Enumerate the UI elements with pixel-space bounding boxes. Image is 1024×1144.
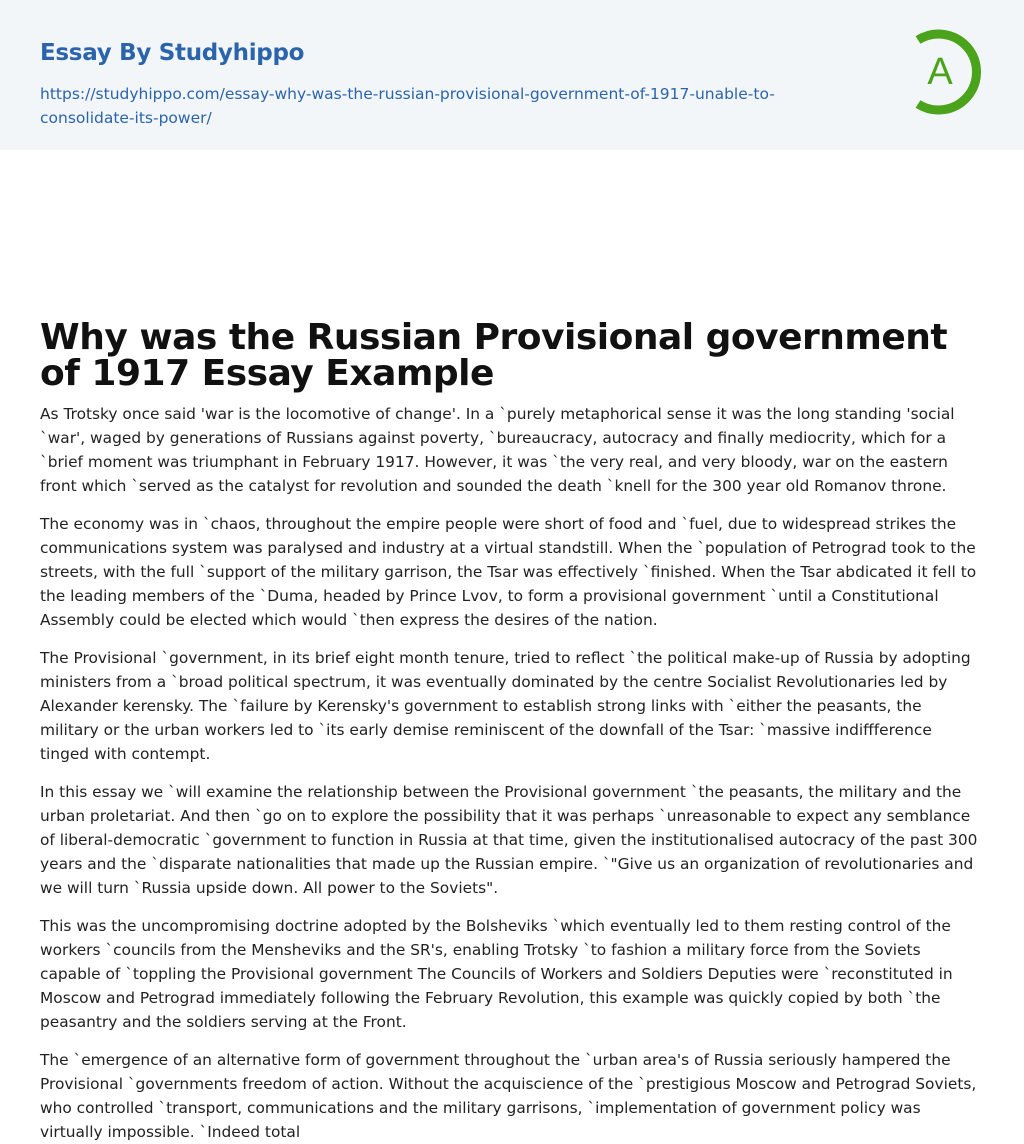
paragraph: As Trotsky once said 'war is the locomotive of change'. In a `purely metaphorical sense it was the long standing 'social `war', waged by generations of Russians against poverty, `bureaucracy, autocracy and finally mediocrity, which for a `brief moment was triumphant in February 1917. However, it was `the very real, and very bloody, war on the eastern front which `served as the catalyst for revolution and sounded the death `knell for the 300 year old Romanov throne. — [40, 405, 955, 495]
essay-title: Why was the Russian Provisional government of 1917 Essay Example — [40, 317, 948, 394]
paragraph: The Provisional `government, in its brief eight month tenure, tried to reflect `the political make-up of Russia by adopting ministers from a `broad political spectrum, it was eventually dominated by the centre Socialist Revolutionaries led by Alexander kerensky. The `failure by Kerensky's government to establish strong links with `either the peasants, the military or the urban workers led to `its early demise reminiscent of the downfall of the Tsar: `massive indiffference tinged with contempt. — [40, 649, 971, 763]
brand-title: Essay By Studyhippo — [40, 40, 305, 66]
paragraph: This was the uncompromising doctrine adopted by the Bolsheviks `which eventually led to them resting control of the workers `councils from the Mensheviks and the SR's, enabling Trotsky `to fashion a military force from the Soviets capable of `toppling the Provisional government The Councils of Workers and Soldiers Deputies were `reconstituted in Moscow and Petrograd immediately following the February Revolution, this example was quickly copied by both `the peasantry and the soldiers serving at the Front. — [40, 917, 953, 1031]
paragraph: The economy was in `chaos, throughout the empire people were short of food and `fuel, due to widespread strikes the communications system was paralysed and industry at a virtual standstill. When the `population of Petrograd took to the streets, with the full `support of the military garrison, the Tsar was effectively `finished. When the Tsar abdicated it fell to the leading members of the `Duma, headed by Prince Lvov, to form a provisional government `until a Constitutional Assembly could be elected which would `then express the desires of the nation. — [40, 515, 977, 629]
paragraph: The `emergence of an alternative form of government throughout the `urban area's of Russia seriously hampered the Provisional `governments freedom of action. Without the acquiscience of the `prestigious Moscow and Petrograd Soviets, who controlled `transport, communications and the military garrisons, `implementation of government policy was virtually impossible. `Indeed total — [40, 1051, 977, 1141]
site-header — [0, 0, 1024, 150]
studyhippo-logo-icon[interactable] — [908, 28, 988, 116]
source-url-link[interactable]: https://studyhippo.com/essay-why-was-the-russian-provisional-government-of-1917-unable-to-consolidate-its-power/ — [40, 85, 775, 127]
logo-letter: A — [927, 51, 953, 93]
paragraph: In this essay we `will examine the relationship between the Provisional government `the peasants, the military and the urban proletariat. And then `go on to explore the possibility that it was perhaps `unreasonable to expect any semblance of liberal-democratic `government to function in Russia at that time, given the institutionalised autocracy of the past 300 years and the `disparate nationalities that made up the Russian empire. `"Give us an organization of revolutionaries and we will turn `Russia upside down. All power to the Soviets". — [40, 783, 978, 897]
essay-body — [0, 392, 1024, 1144]
